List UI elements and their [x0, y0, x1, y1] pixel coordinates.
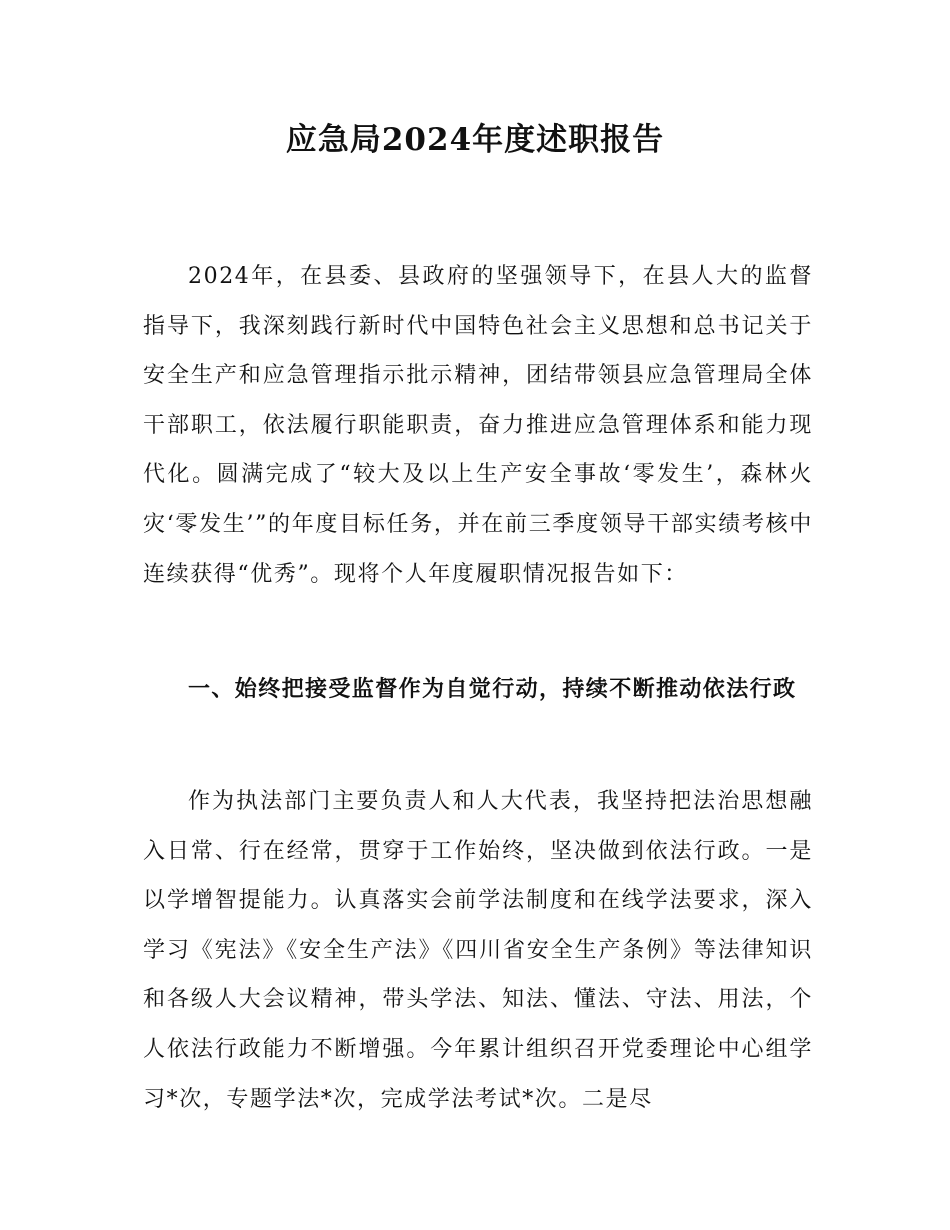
document-title: 应急局2024年度述职报告: [285, 122, 665, 158]
intro-paragraph: 2024年，在县委、县政府的坚强领导下，在县人大的监督指导下，我深刻践行新时代中国特色社会主义思想和总书记关于安全生产和应急管理指示批示精神，团结带领县应急管理局全体干部职工，依法履行职能职责，奋力推进应急管理体系和能力现代化。圆满完成了“较大及以上生产安全事故‘零发生’，森林火灾‘零发生’”的年度目标任务，并在前三季度领导干部实绩考核中连续获得“优秀”。现将个人年度履职情况报告如下：: [143, 264, 813, 587]
section-heading: 一、始终把接受监督作为自觉行动，持续不断推动依法行政: [188, 677, 797, 702]
section-paragraph: 作为执法部门主要负责人和人大代表，我坚持把法治思想融入日常、行在经常，贯穿于工作始终，坚决做到依法行政。一是以学增智提能力。认真落实会前学法制度和在线学法要求，深入学习《宪法》《安全生产法》《四川省安全生产条例》等法律知识和各级人大会议精神，带头学法、知法、懂法、守法、用法，个人依法行政能力不断增强。今年累计组织召开党委理论中心组学习*次，专题学法*次，完成学法考试*次。二是尽: [143, 789, 813, 1112]
